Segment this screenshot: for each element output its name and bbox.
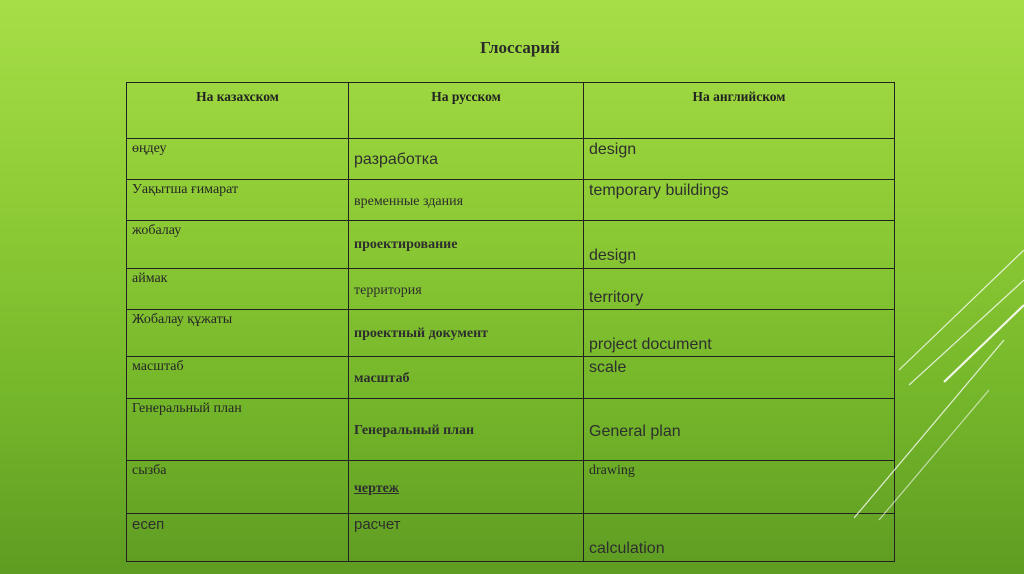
table-row [127,357,895,399]
glossary-table [126,82,895,562]
cell-russian-text: чертеж [354,481,399,496]
table-header-row [127,83,895,139]
table-row [127,399,895,461]
cell-english: drawing [584,461,895,514]
cell-english [584,310,895,357]
cell-russian-text: проектный документ [354,326,489,341]
cell-kazakh: сызба [127,461,349,514]
cell-kazakh: есеп [127,514,349,562]
cell-english [584,514,895,562]
table-row [127,269,895,310]
cell-kazakh: жобалау [127,221,349,269]
cell-russian-text: проектирование [354,237,458,252]
cell-english-text: project document [589,336,712,353]
table-row [127,310,895,357]
cell-russian [349,221,584,269]
deco-line-1 [899,250,1024,370]
cell-russian: расчет [349,514,584,562]
cell-russian [349,310,584,357]
cell-english: scale [584,357,895,399]
cell-russian [349,357,584,399]
table-row [127,180,895,221]
header-kazakh: На казахском [127,83,349,139]
cell-kazakh: өңдеу [127,139,349,180]
cell-english [584,399,895,461]
cell-russian-text: территория [354,283,422,298]
deco-line-5 [879,390,989,520]
cell-russian-text: разработка [354,151,439,168]
slide-title: Глоссарий [480,38,560,57]
cell-russian [349,180,584,221]
cell-kazakh: аймак [127,269,349,310]
decorative-lines [854,250,1024,530]
cell-english-text: territory [589,289,644,306]
cell-kazakh: Генеральный план [127,399,349,461]
cell-russian [349,399,584,461]
header-english: На английском [584,83,895,139]
table-row [127,461,895,514]
deco-line-2 [909,280,1024,385]
cell-english [584,269,895,310]
cell-russian-text: масштаб [354,371,410,386]
table-row [127,139,895,180]
cell-russian-text: Генеральный план [354,423,475,438]
cell-english [584,221,895,269]
cell-english: temporary buildings [584,180,895,221]
cell-english-text: design [589,247,637,264]
cell-english: design [584,139,895,180]
cell-russian [349,139,584,180]
cell-english-text: General plan [589,423,681,440]
table-row [127,514,895,562]
cell-english-text: calculation [589,540,665,557]
cell-russian [349,269,584,310]
cell-kazakh: Уақытша ғимарат [127,180,349,221]
header-russian: На русском [349,83,584,139]
cell-kazakh: масштаб [127,357,349,399]
cell-kazakh: Жобалау құжаты [127,310,349,357]
table-row [127,221,895,269]
cell-russian [349,461,584,514]
cell-russian-text: временные здания [354,194,464,209]
